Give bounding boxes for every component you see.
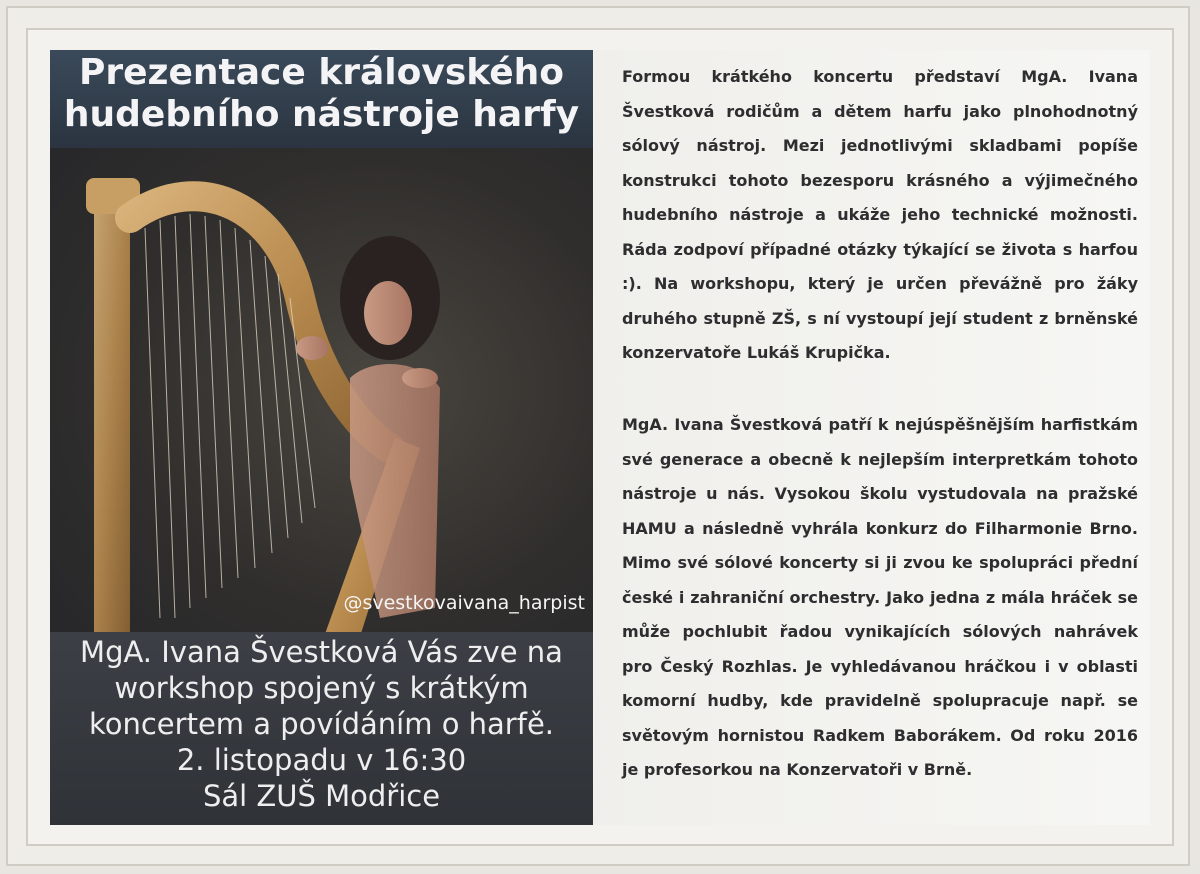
poster-title [50,52,593,136]
article-paragraph-1: Formou krátkého koncertu představí MgA. Ivana Švestková rodičům a dětem harfu jako plnohodnotný sólový nástroj. Mezi jednotlivými skladbami popíše konstrukci tohoto bezesporu krásného a výjimečného hudebního nástroje a ukáže jeho technické možnosti. Ráda zodpoví případné otázky týkající se života s harfou :). Na workshopu, který je určen převážně pro žáky druhého stupně ZŠ, s ní vystoupí její student z brněnské konzervatoře Lukáš Krupička. [622,67,1138,362]
hand-right [402,368,438,388]
article-paragraph-2: MgA. Ivana Švestková patří k nejúspěšnějším harfistkám své generace a obecně k nejlepším interpretkám tohoto nástroje u nás. Vysokou školu vystudovala na pražské HAMU a následně vyhrála konkurz do Filharmonie Brno. Mimo své sólové koncerty si ji zvou ke spolupráci přední české i zahraniční orchestry. Jako jedna z mála hráček se může pochlubit řadou vynikajících sólových nahrávek pro Český Rozhlas. Je vyhledávanou hráčkou i v oblasti komorní hudby, kde pravidelně spolupracuje např. se světovým hornistou Radkem Baborákem. Od roku 2016 je profesorkou na Konzervatoři v Brně. [622,415,1138,779]
poster-title-line-1: Prezentace královského [78,52,565,93]
article-text [594,50,1150,825]
face [364,281,412,345]
invite-line-2: workshop spojený s krátkým [114,671,529,705]
poster-title-line-2: hudebního nástroje harfy [63,94,580,135]
invite-line-3: koncertem a povídáním o harfě. [88,707,555,741]
invite-date-time: 2. listopadu v 16:30 [176,743,467,777]
event-poster [50,50,593,825]
harp-column [94,186,130,656]
invite-venue: Sál ZUŠ Modřice [202,779,441,813]
invite-line-1: MgA. Ivana Švestková Vás zve na [80,635,563,669]
poster-invitation [50,634,593,814]
instagram-handle: @svestkovaivana_harpist [343,592,585,614]
hand-left [296,336,328,360]
